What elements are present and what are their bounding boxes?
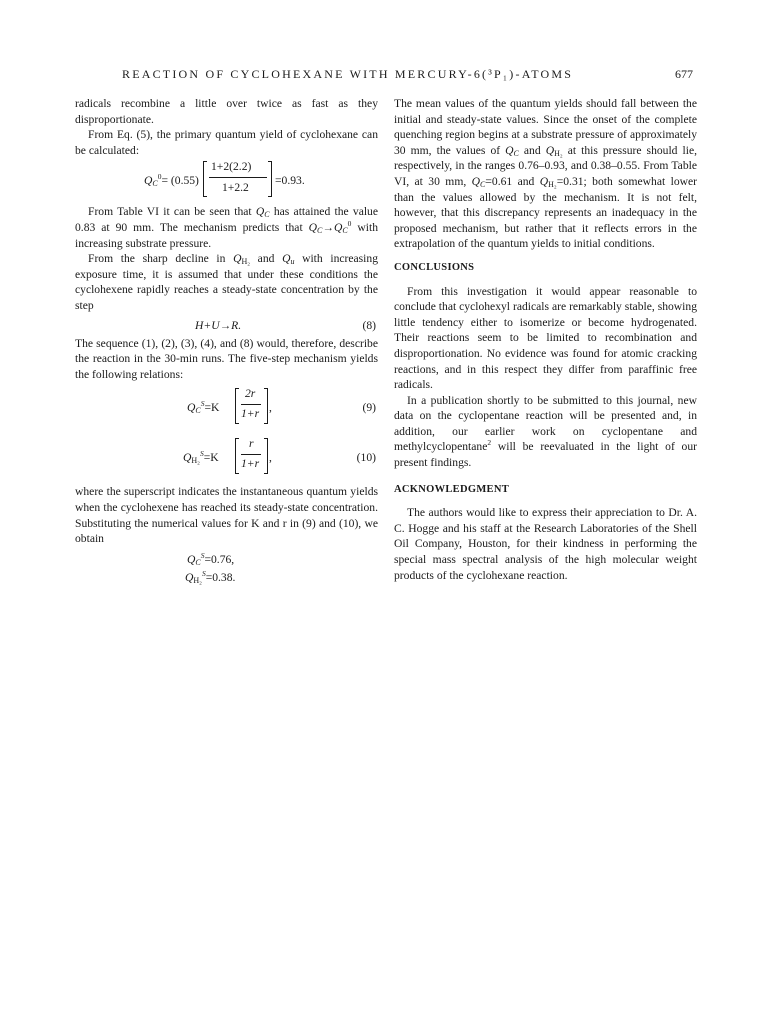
running-header	[0, 67, 768, 83]
equation-number: (10)	[356, 451, 376, 465]
equation-number: (9)	[362, 401, 376, 415]
paragraph: In a publication shortly to be submitted to this journal, new data on the cyclopentane reaction will be presented and, in addition, our earlier work on cyclopentane and methylcyclopentane$^2$ will be reevaluated in the light of our present findings.	[394, 393, 697, 470]
fraction-bar	[209, 177, 267, 178]
fraction-numerator: 2r	[245, 387, 256, 401]
paragraph: From this investigation it would appear reasonable to conclude that cyclohexyl radicals are remarkably stable, showing little tendency either to isomerize or become hydrogenated. Their reactions seem to be limited to recombination and disproportionation. No evidence was found for atomic cracking reactions, and in this respect they differ from paraffinic free radicals.	[394, 284, 697, 392]
fraction-bar	[241, 404, 261, 405]
paragraph: From Eq. (5), the primary quantum yield of cyclohexane can be calculated:	[75, 128, 378, 157]
equation-8	[75, 316, 378, 336]
paragraph: radicals recombine a little over twice as fast as they disproportionate.	[75, 97, 378, 126]
section-heading-conclusions: CONCLUSIONS	[394, 261, 475, 273]
left-column	[75, 96, 378, 588]
equation-punct: ,	[269, 401, 272, 415]
equation-rhs: =0.93.	[275, 174, 305, 188]
fraction-numerator: 1+2(2.2)	[211, 160, 252, 174]
left-bracket	[235, 438, 239, 474]
equation-lhs: $Q_{H_2}^S=K$	[183, 449, 219, 466]
result-qc	[75, 552, 378, 570]
fraction-denominator: 1+2.2	[222, 181, 249, 195]
equation-number: (8)	[362, 318, 376, 332]
result-expression: $Q_{H_2}^S=0.38$.	[185, 568, 236, 585]
paragraph: The sequence (1), (2), (3), (4), and (8) would, therefore, describe the reaction in the 30-min runs. The five-step mechanism yields the following relations:	[75, 336, 378, 381]
equation-body: H+U→R.	[195, 318, 242, 332]
result-expression: $Q_C^S=0.76$,	[187, 550, 235, 567]
right-column	[394, 96, 697, 583]
result-qh2	[75, 570, 378, 588]
paragraph: From the sharp decline in $Q_{H_2}$ and $Q_u$ with increasing exposure time, it is assumed that under these conditions the cyclohexene rapidly reaches a steady-state concentration by the step	[75, 252, 378, 312]
left-bracket	[235, 388, 239, 424]
paragraph: The authors would like to express their appreciation to Dr. A. C. Hogge and his staff at the Research Laboratories of the Shell Oil Company, Houston, for their kindness in performing the special mass spectral analysis of the high molecular weight products of the cyclohexane reaction.	[394, 506, 697, 582]
right-bracket	[264, 388, 268, 424]
equation-lhs: $Q_C^S=K$	[187, 399, 220, 416]
paragraph: From Table VI it can be seen that $Q_C$ has attained the value 0.83 at 90 mm. The mechanism predicts that $Q_C\to Q_C^0$ with increasing substrate pressure.	[75, 205, 379, 250]
left-bracket	[203, 161, 207, 197]
equation-lhs: $Q_C^0= (0.55)$	[144, 172, 199, 189]
fraction-bar	[241, 454, 261, 455]
equation-punct: ,	[269, 451, 272, 465]
fraction-denominator: 1+r	[241, 457, 260, 471]
fraction-numerator: r	[249, 437, 254, 451]
right-bracket	[264, 438, 268, 474]
fraction-denominator: 1+r	[241, 407, 260, 421]
section-heading-acknowledgment: ACKNOWLEDGMENT	[394, 483, 510, 495]
running-title: REACTION OF CYCLOHEXANE WITH MERCURY-6(³P₁)-ATOMS	[122, 67, 574, 81]
equation-10	[75, 434, 378, 484]
page-number: 677	[675, 67, 693, 81]
right-bracket	[268, 161, 272, 197]
paragraph: where the superscript indicates the instantaneous quantum yields when the cyclohexene has reached its steady-state concentration. Substituting the numerical values for K and r in (9) and (10), we obtain	[75, 485, 378, 546]
paragraph: The mean values of the quantum yields should fall between the initial and steady-state values. Since the onset of the complete quenching region begins at a substrate pressure of approximately 30 mm, the values of $Q_C$ and $Q_{H_2}$ at this pressure should lie, respectively, in the ranges 0.76–0.93, and 0.38–0.55. From Table VI, at 30 mm, $Q_C=0.61$ and $Q_{H_2}=0.31$; both somewhat lower than the values allowed by the mechanism. It is not felt, however, that this discrepancy represents an inadequacy in the proposed mechanism, but rather that it reflects errors in the extrapolation of the quantum yields to initial conditions.	[394, 97, 698, 251]
equation-primary-yield	[75, 158, 378, 204]
equation-9	[75, 384, 378, 434]
